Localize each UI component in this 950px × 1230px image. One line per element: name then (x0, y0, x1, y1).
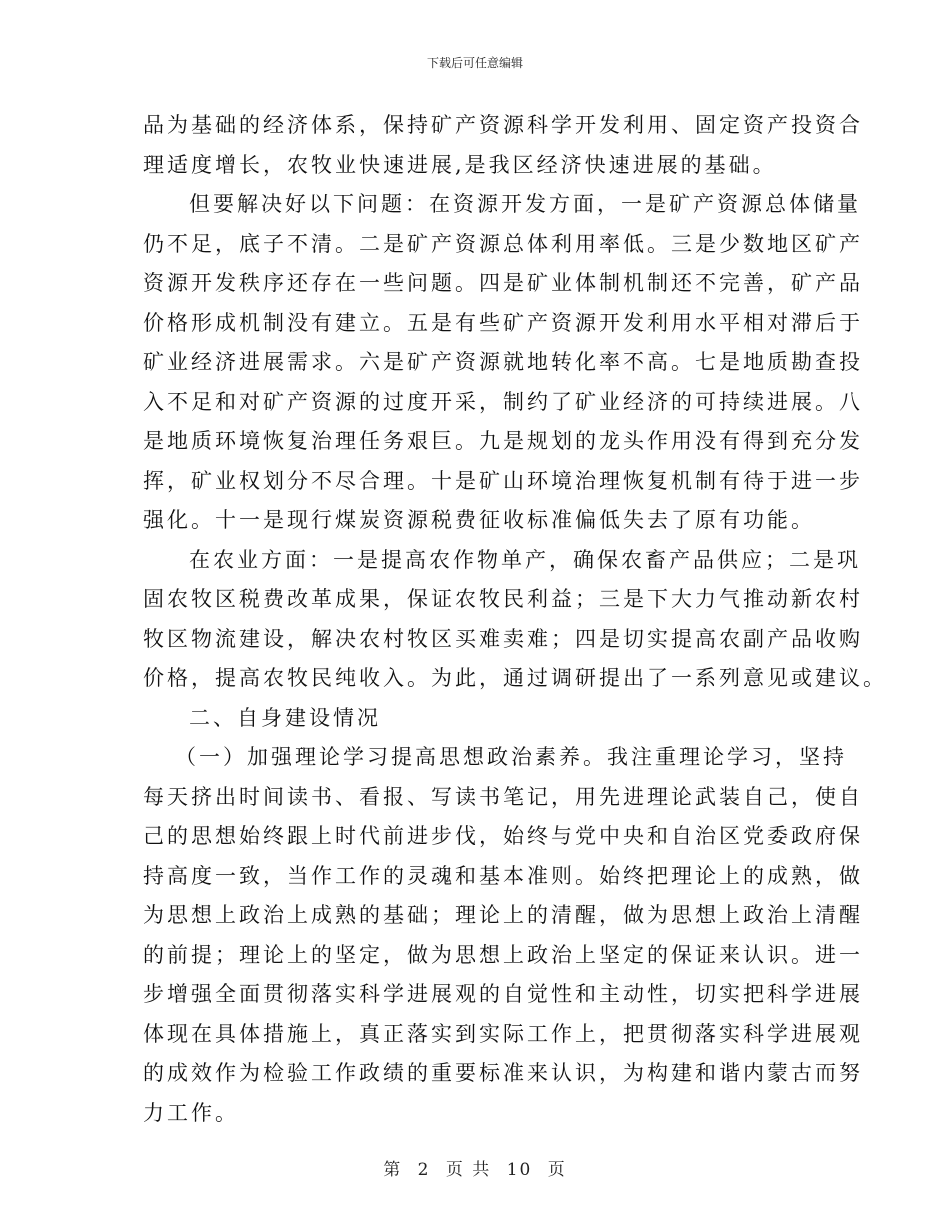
text-line: 挥，矿业权划分不尽合理。十是矿山环境治理恢复机制有待于进一步 (143, 468, 863, 493)
text-line: 力工作。 (143, 1100, 239, 1125)
text-line: 固农牧区税费改革成果，保证农牧民利益；三是下大力气推动新农村 (143, 587, 863, 611)
text-line: 资源开发秩序还存在一些问题。四是矿业体制机制还不完善，矿产品 (143, 271, 863, 295)
text-line: 牧区物流建设，解决农村牧区买难卖难；四是切实提高农副产品收购 (143, 626, 863, 651)
text-line: 强化。十一是现行煤炭资源税费征收标准偏低失去了原有功能。 (143, 508, 815, 532)
text-line: （一）加强理论学习提高思想政治素养。我注重理论学习，坚持 (175, 745, 847, 769)
page-header: 下载后可任意编辑 (426, 56, 523, 70)
text-line: 价格，提高农牧民纯收入。为此，通过调研提出了一系列意见或建议。 (143, 666, 887, 690)
text-line: 是地质环境恢复治理任务艰巨。九是规划的龙头作用没有得到充分发 (143, 429, 863, 453)
text-line: 价格形成机制没有建立。五是有些矿产资源开发利用水平相对滞后于 (143, 310, 863, 335)
body-text (143, 106, 887, 1133)
text-line: 品为基础的经济体系，保持矿产资源科学开发利用、固定资产投资合 (143, 113, 863, 137)
text-line: 的成效作为检验工作政绩的重要标准来认识，为构建和谐内蒙古而努 (143, 1061, 863, 1085)
text-line: 每天挤出时间读书、看报、写读书笔记，用先进理论武装自己，使自 (143, 784, 863, 809)
footer-suffix: 页 (547, 1160, 567, 1180)
text-line: 仍不足，底子不清。二是矿产资源总体利用率低。三是少数地区矿产 (143, 231, 863, 256)
text-line: 的前提；理论上的坚定，做为思想上政治上坚定的保证来认识。进一 (143, 942, 863, 967)
footer-total-pages: 10 (506, 1160, 533, 1180)
text-line: 体现在具体措施上，真正落实到实际工作上，把贯彻落实科学进展观 (143, 1021, 863, 1046)
text-line: 步增强全面贯彻落实科学进展观的自觉性和主动性，切实把科学进展 (143, 982, 863, 1006)
text-line: 二、自身建设情况 (189, 705, 381, 730)
text-line: 为思想上政治上成熟的基础；理论上的清醒，做为思想上政治上清醒 (143, 903, 863, 927)
footer-middle: 页 共 (445, 1160, 492, 1180)
text-line: 持高度一致，当作工作的灵魂和基本准则。始终把理论上的成熟，做 (143, 863, 863, 888)
text-line: 理适度增长，农牧业快速进展,是我区经济快速进展的基础。 (143, 152, 777, 177)
footer-page-number: 2 (417, 1160, 431, 1180)
text-line: 但要解决好以下问题：在资源开发方面，一是矿产资源总体储量 (189, 192, 861, 216)
text-line: 矿业经济进展需求。六是矿产资源就地转化率不高。七是地质勘查投 (143, 350, 863, 374)
footer-prefix: 第 (383, 1160, 403, 1180)
page-footer (0, 1155, 950, 1180)
text-line: 入不足和对矿产资源的过度开采，制约了矿业经济的可持续进展。八 (143, 389, 863, 414)
text-line: 在农业方面：一是提高农作物单产，确保农畜产品供应；二是巩 (189, 547, 861, 572)
text-line: 己的思想始终跟上时代前进步伐，始终与党中央和自治区党委政府保 (143, 824, 863, 848)
